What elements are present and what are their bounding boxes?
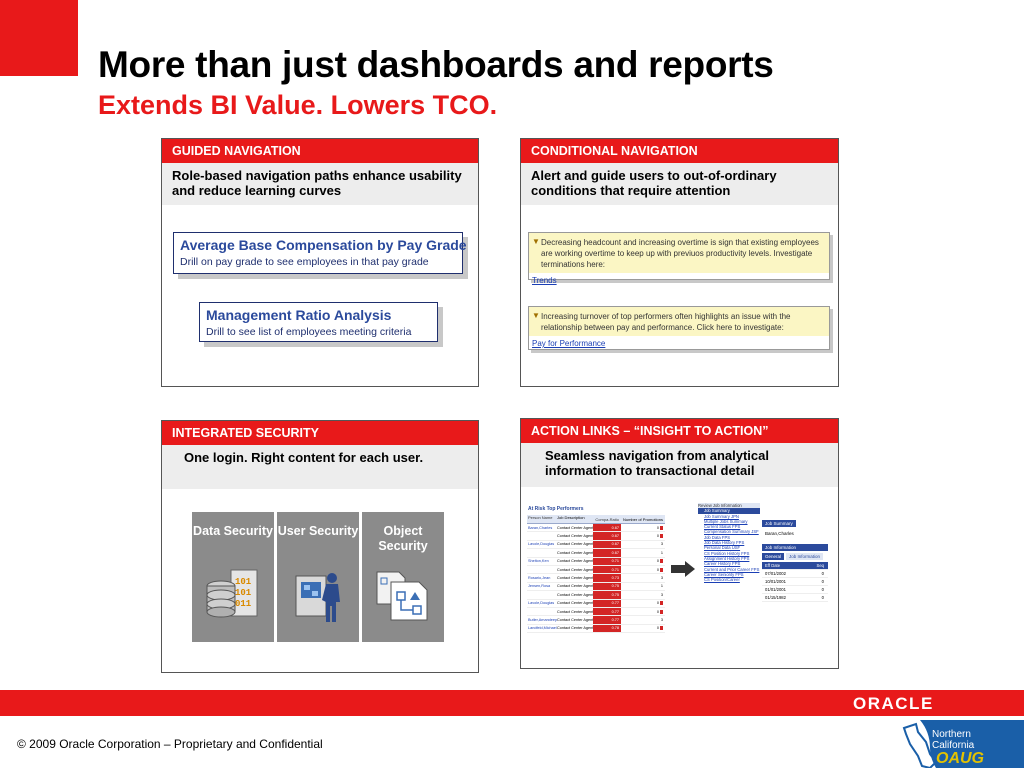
person-name-link[interactable] [527,576,557,580]
promotions-cell-text: 1 [660,584,663,589]
panel-description: One login. Right content for each user. [162,445,478,489]
table-row [527,591,665,599]
job-summary-detail [762,520,828,635]
job-description-cell [557,526,593,530]
detail-header-row [762,562,828,570]
job-description-cell [557,542,593,546]
copyright-notice: © 2009 Oracle Corporation – Proprietary and Confidential [17,737,323,751]
table-row [527,532,665,540]
column-header: Person Name [528,515,553,520]
compa-ratio-cell [593,549,621,556]
person-name-link-text: Lavole,Douglas [528,601,555,606]
tree-item[interactable]: Career History FPS [704,561,741,567]
red-flag-icon [660,626,663,630]
oaug-line-3: OAUG [936,750,984,767]
promotions-cell [621,576,665,580]
employee-name: Baran,Charles [765,531,794,536]
compa-ratio-cell [593,574,621,581]
panel-header: CONDITIONAL NAVIGATION [521,139,838,163]
promotions-cell-text: 0 [656,559,659,564]
average-base-compensation-link[interactable] [173,232,467,274]
compa-ratio-cell-text: 0.73 [611,576,619,581]
compa-ratio-cell [593,532,621,539]
tree-item[interactable]: Assignment History FPS [704,555,750,561]
seq-cell: 0 [821,587,824,592]
panel-description: Alert and guide users to out-of-ordinary conditions that require attention [521,163,838,205]
compa-ratio-cell [593,625,621,632]
person-name-link[interactable] [527,584,557,588]
column-header: Eff Date [765,563,781,568]
object-security-tile [362,512,444,642]
panel-header: INTEGRATED SECURITY [162,421,478,445]
tree-item[interactable]: Current and Prior Career FPS [704,566,760,572]
compa-ratio-cell-text: 0.67 [611,550,619,555]
oracle-logo: ORACLE [853,694,934,713]
person-name-link[interactable] [527,626,557,630]
compa-ratio-cell-text: 0.75 [611,592,619,597]
promotions-cell [621,551,665,555]
panel-header: ACTION LINKS – “INSIGHT TO ACTION” [521,419,838,443]
person-name-link[interactable] [527,542,557,546]
promotions-cell-text: 1 [660,550,663,555]
job-description-cell [557,551,593,555]
alert-turnover [528,306,830,350]
detail-rows [762,570,828,602]
tree-item[interactable]: Career Seniority FPS [704,571,744,577]
person-name-link-text: Shelton,Ken [528,559,549,564]
job-description-cell-text: Contact Center Agent [557,617,593,622]
alert-flag-icon: ▼ [532,237,540,246]
eff-date-cell: 07/01/2002 [765,571,786,576]
svg-text:101: 101 [235,577,252,587]
table-title: At Risk Top Performers [528,506,584,512]
person-name-link[interactable] [527,526,557,530]
compa-ratio-cell-text: 0.77 [611,609,619,614]
section-header: Job Information [762,544,828,551]
eff-date-cell: 01/01/2001 [765,587,786,592]
compa-ratio-cell-text: 0.77 [611,601,619,606]
person-name-link[interactable] [527,601,557,605]
promotions-cell [621,584,665,588]
svg-text:101: 101 [235,588,252,598]
trends-link[interactable]: Trends [532,276,557,285]
job-description-cell-text: Contact Center Agent [557,592,593,597]
job-description-cell [557,601,593,605]
tab-general[interactable]: General [762,553,784,560]
slide-subtitle: Extends BI Value. Lowers TCO. [98,90,498,120]
promotions-cell-text: 0 [656,609,659,614]
person-name-link[interactable] [527,559,557,563]
table-row [527,574,665,582]
person-name-link-text: Baran,Charles [528,525,553,530]
person-name-link-text: Jensen,Rosa [528,584,551,589]
tree-item[interactable]: Job Data FPS [704,534,731,540]
table-row [527,608,665,616]
compa-ratio-cell-text: 0.75 [611,584,619,589]
eff-date-cell: 01/15/1982 [765,595,786,600]
red-flag-icon [660,610,663,614]
job-description-cell-text: Contact Center Agent [557,542,593,547]
promotions-cell [621,601,665,605]
job-description-cell-text: Contact Center Agent [557,601,593,606]
promotions-cell [621,610,665,614]
job-description-cell [557,593,593,597]
tree-item[interactable]: Personal Data USF [704,545,741,551]
column-header: Job Description [557,515,585,520]
tree-item[interactable]: Job Data History FPS [704,540,745,546]
alert-flag-icon: ▼ [532,311,540,320]
red-flag-icon [660,568,663,572]
arrow-right-icon [670,560,696,578]
tree-item[interactable]: Compensation Summary JSF [704,529,759,535]
compa-ratio-cell [593,591,621,598]
compa-ratio-cell-text: 0.67 [611,525,619,530]
job-description-cell [557,559,593,563]
alert-headcount [528,232,830,285]
promotions-cell [621,568,665,572]
red-flag-icon [660,601,663,605]
job-description-cell-text: Contact Center Agent [557,559,593,564]
table-row [527,566,665,574]
tree-item[interactable]: Job Summary JPN [704,513,739,519]
job-description-cell-text: Contact Center Agent [557,567,593,572]
data-security-tile [192,512,274,642]
oaug-line-1: Northern [932,729,971,740]
tree-item[interactable]: Job Summary [698,508,760,513]
alert-text: Decreasing headcount and increasing overtime is sign that existing employees are working overtime to keep up with previuos productivity levels. Investigate terminations here: [541,238,819,269]
detail-row [762,578,828,586]
person-name-link-text: Landfeld,Michael [528,626,557,631]
nav-box-subtitle: Drill to see list of employees meeting criteria [206,326,412,338]
job-description-cell [557,534,593,538]
corner-accent-square [0,0,78,76]
job-description-cell-text: Contact Center Agent [557,534,593,539]
compa-ratio-cell [593,541,621,548]
database-icon [203,564,265,624]
table-row [527,549,665,557]
tree-item[interactable]: CS Position History FPS [704,550,750,556]
tab-job-summary[interactable]: Job Summary [762,520,796,527]
pay-for-performance-link[interactable]: Pay for Performance [532,339,606,348]
job-description-cell [557,618,593,622]
job-description-cell [557,626,593,630]
tile-label: Object Security [378,524,428,553]
table-row [527,625,665,633]
compa-ratio-cell-text: 0.78 [611,626,619,631]
promotions-cell-text: 3 [660,592,663,597]
table-row [527,558,665,566]
tree-root[interactable]: Review Job Information [698,503,760,508]
compa-ratio-cell [593,566,621,573]
column-header: Number of Promotions [622,516,663,522]
table-header-row [527,515,665,524]
promotions-cell-text: 3 [660,576,663,581]
tree-item[interactable]: Current Status FPS [704,524,741,530]
tab-job-information[interactable]: Job Information [786,553,823,560]
job-description-cell [557,610,593,614]
promotions-cell-text: 3 [660,617,663,622]
person-name-link-text: Butler,Amandeep [528,617,557,622]
user-terminal-icon [288,564,350,624]
compa-ratio-cell [593,600,621,607]
panel-description: Seamless navigation from analytical information to transactional detail [521,443,838,487]
seq-cell: 0 [821,595,824,600]
promotions-cell-text: 0 [656,525,659,530]
nav-box-subtitle: Drill on pay grade to see employees in that pay grade [180,256,429,268]
job-description-cell-text: Contact Center Agent [557,525,593,530]
nav-box-title: Management Ratio Analysis [206,307,392,323]
person-name-link-text: Lavole,Douglas [528,542,555,547]
detail-row [762,594,828,602]
tree-item[interactable]: Multiple Jobs Summary [704,518,748,524]
tile-label: User Security [277,524,359,538]
nav-box-title: Average Base Compensation by Pay Grade [180,237,467,253]
promotions-cell-text: 3 [660,542,663,547]
tile-label: Data Security [193,524,273,538]
promotions-cell-text: 0 [656,626,659,631]
person-name-link-text: Rosario,Jean [528,576,551,581]
column-header: Seq [816,563,824,568]
management-ratio-analysis-link[interactable] [199,302,438,342]
promotions-cell [621,618,665,622]
promotions-cell-text: 0 [656,534,659,539]
detail-row [762,586,828,594]
eff-date-cell: 10/01/2001 [765,579,786,584]
job-description-cell-text: Contact Center Agent [557,550,593,555]
red-flag-icon [660,526,663,530]
table-row [527,541,665,549]
tree-item[interactable]: CS Position/Career [704,577,740,583]
detail-row [762,570,828,578]
table-row [527,524,665,532]
promotions-cell [621,534,665,538]
person-name-link[interactable] [527,618,557,622]
compa-ratio-cell-text: 0.67 [611,542,619,547]
compa-ratio-cell-text: 0.71 [611,567,619,572]
promotions-cell [621,542,665,546]
compa-ratio-cell-text: 0.77 [611,617,619,622]
table-row [527,600,665,608]
slide-title: More than just dashboards and reports [98,44,774,85]
compa-ratio-cell-text: 0.71 [611,559,619,564]
compa-ratio-cell-text: 0.67 [611,534,619,539]
alert-text: Increasing turnover of top performers often highlights an issue with the relationship between pay and performance. Click here to investigate: [541,312,791,332]
promotions-cell [621,559,665,563]
table-row [527,583,665,591]
panel-header: GUIDED NAVIGATION [162,139,478,163]
promotions-cell [621,626,665,630]
red-flag-icon [660,534,663,538]
compa-ratio-cell [593,524,621,531]
promotions-cell-text: 0 [656,567,659,572]
job-description-cell [557,584,593,588]
oaug-line-2: California [932,740,975,751]
job-information-tree [698,503,760,633]
table-row [527,616,665,624]
table-body [527,524,665,633]
job-description-cell [557,576,593,580]
job-description-cell-text: Contact Center Agent [557,576,593,581]
column-header: Compa-Ratio [593,515,621,523]
objects-icon [373,564,435,624]
promotions-cell-text: 0 [656,601,659,606]
seq-cell: 0 [821,579,824,584]
red-flag-icon [660,559,663,563]
seq-cell: 0 [821,571,824,576]
svg-text:011: 011 [235,599,252,609]
compa-ratio-cell [593,558,621,565]
user-security-tile [277,512,359,642]
job-description-cell [557,568,593,572]
compa-ratio-cell [593,583,621,590]
at-risk-performers-table [527,505,665,635]
compa-ratio-cell [593,608,621,615]
job-description-cell-text: Contact Center Agent [557,584,593,589]
panel-description: Role-based navigation paths enhance usability and reduce learning curves [162,163,478,205]
job-description-cell-text: Contact Center Agent [557,626,593,631]
compa-ratio-cell [593,616,621,623]
job-description-cell-text: Contact Center Agent [557,609,593,614]
promotions-cell [621,593,665,597]
promotions-cell [621,526,665,530]
